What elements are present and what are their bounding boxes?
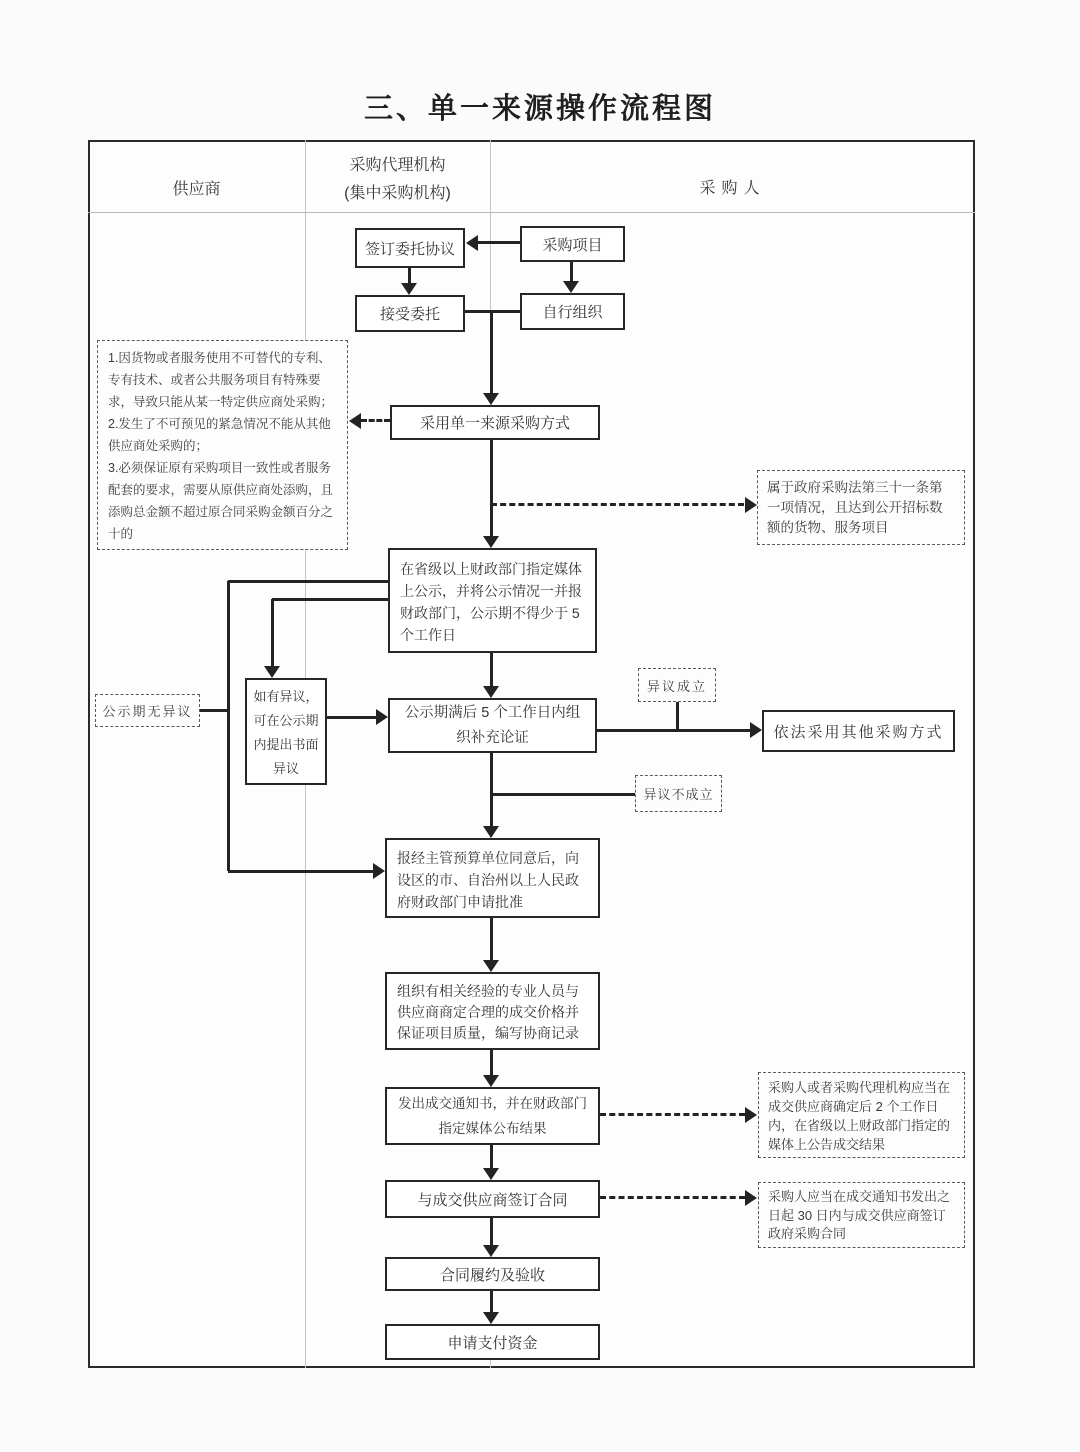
arrowhead-right-icon [745, 497, 757, 513]
note-no-objection: 公示期无异议 [95, 694, 200, 727]
arrowhead-right-icon [745, 1190, 757, 1206]
flow-node-project: 采购项目 [520, 226, 625, 262]
arrowhead-left-icon [349, 413, 361, 429]
flow-line-dashed [600, 1196, 745, 1199]
flow-line [490, 1145, 493, 1169]
arrowhead-down-icon [563, 281, 579, 293]
arrowhead-down-icon [401, 283, 417, 295]
lane-label-supplier: 供应商 [172, 181, 221, 198]
flow-line [597, 729, 751, 732]
note-reason-item-3: 3.必须保证原有采购项目一致性或者服务配套的要求，需要从原供应商处添购，且添购总金额不超过原合同采购金额百分之十的 [108, 461, 334, 541]
flow-line [490, 753, 493, 827]
flow-node-accept: 接受委托 [355, 295, 465, 332]
note-law-condition: 属于政府采购法第三十一条第一项情况，且达到公开招标数额的货物、服务项目 [757, 470, 965, 545]
arrowhead-left-icon [466, 235, 478, 251]
flow-line [408, 268, 411, 284]
flow-node-publicity: 在省级以上财政部门指定媒体上公示，并将公示情况一并报财政部门，公示期不得少于 5 个工作日 [388, 548, 597, 653]
note-reason-item-1: 1.因货物或者服务使用不可替代的专利、专有技术、或者公共服务项目有特殊要求，导致只能从某一特定供应商处采购； [108, 351, 334, 409]
arrowhead-down-icon [483, 960, 499, 972]
flow-node-payment: 申请支付资金 [385, 1324, 600, 1360]
flow-line [491, 793, 636, 796]
flow-line [200, 709, 229, 712]
flow-node-approval: 报经主管预算单位同意后，向设区的市、自治州以上人民政府财政部门申请批准 [385, 838, 600, 918]
flow-node-objection: 如有异议，可在公示期内提出书面异议 [245, 678, 327, 785]
arrowhead-down-icon [483, 393, 499, 405]
arrowhead-right-icon [373, 863, 385, 879]
flow-line [490, 918, 493, 961]
flow-line [227, 581, 230, 871]
flow-line [490, 1291, 493, 1313]
note-sign-deadline: 采购人应当在成交通知书发出之日起 30 日内与成交供应商签订政府采购合同 [758, 1182, 965, 1248]
flow-line-dashed [361, 419, 390, 422]
flow-line [490, 1050, 493, 1076]
flow-line [490, 653, 493, 687]
flow-node-single-source: 采用单一来源采购方式 [390, 405, 600, 440]
flow-line [490, 440, 493, 537]
arrowhead-down-icon [264, 666, 280, 678]
flow-node-performance: 合同履约及验收 [385, 1257, 600, 1291]
lane-label-purchaser: 采购人 [699, 180, 766, 197]
arrowhead-down-icon [483, 1168, 499, 1180]
flow-node-contract: 与成交供应商签订合同 [385, 1180, 600, 1218]
flow-line-dashed [491, 503, 744, 506]
flow-line-dashed [600, 1113, 745, 1116]
arrowhead-down-icon [483, 536, 499, 548]
note-objection-valid: 异议成立 [638, 668, 716, 702]
flow-node-other-method: 依法采用其他采购方式 [762, 710, 955, 752]
note-objection-invalid: 异议不成立 [635, 775, 722, 812]
flow-line [490, 311, 493, 394]
flow-line [272, 598, 388, 601]
flow-node-sign-agreement: 签订委托协议 [355, 228, 465, 268]
flow-line [570, 262, 573, 282]
page-title: 三、单一来源操作流程图 [363, 93, 716, 125]
lane-label-agency-line2: (集中采购机构) [344, 185, 451, 202]
flow-line [327, 716, 377, 719]
note-announce-result: 采购人或者采购代理机构应当在成交供应商确定后 2 个工作日内，在省级以上财政部门指定的媒体上公告成交结果 [758, 1072, 965, 1158]
flow-line [228, 580, 388, 583]
arrowhead-down-icon [483, 686, 499, 698]
flow-line [676, 702, 679, 729]
flow-line [490, 1218, 493, 1246]
arrowhead-right-icon [745, 1107, 757, 1123]
lane-label-agency-line1: 采购代理机构 [349, 157, 446, 174]
arrowhead-down-icon [483, 1075, 499, 1087]
flow-line [228, 870, 374, 873]
flow-node-notice: 发出成交通知书，并在财政部门指定媒体公布结果 [385, 1087, 600, 1145]
flow-line [271, 599, 274, 667]
arrowhead-right-icon [750, 722, 762, 738]
flow-node-supplement: 公示期满后 5 个工作日内组织补充论证 [388, 698, 597, 753]
arrowhead-right-icon [376, 709, 388, 725]
note-reason-item-2: 2.发生了不可预见的紧急情况不能从其他供应商处采购的； [108, 417, 331, 453]
arrowhead-down-icon [483, 1312, 499, 1324]
arrowhead-down-icon [483, 1245, 499, 1257]
arrowhead-down-icon [483, 826, 499, 838]
note-single-source-reasons [97, 340, 348, 550]
flow-node-self-organize: 自行组织 [520, 293, 625, 330]
lane-label-agency [305, 152, 490, 208]
lane-header-separator [88, 212, 975, 213]
flow-node-negotiate: 组织有相关经验的专业人员与供应商商定合理的成交价格并保证项目质量，编写协商记录 [385, 972, 600, 1050]
